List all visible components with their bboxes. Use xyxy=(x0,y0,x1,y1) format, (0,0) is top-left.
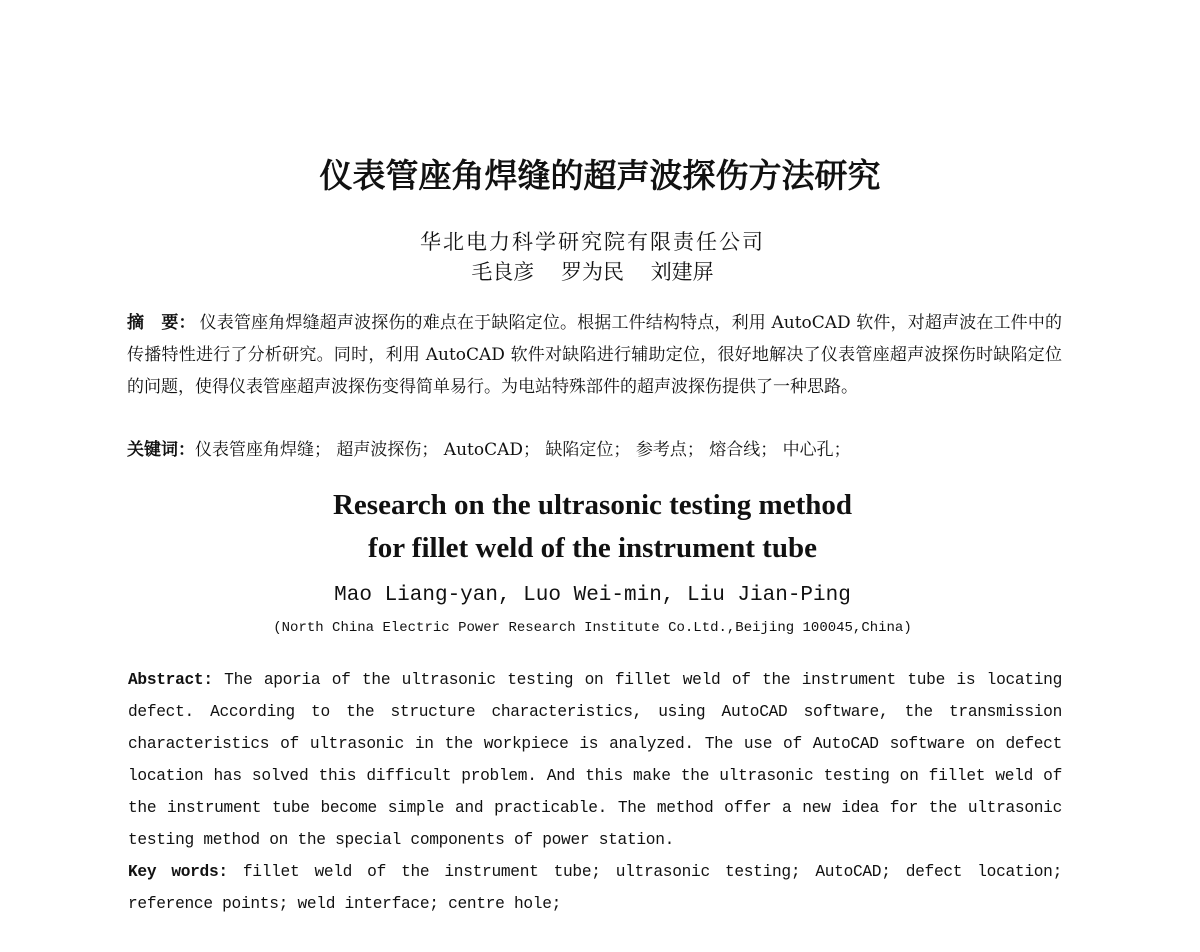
chinese-abstract-text: 仪表管座角焊缝超声波探伤的难点在于缺陷定位。根据工件结构特点，利用 AutoCAD 软件，对超声波在工件中的传播特性进行了分析研究。同时，利用 AutoCAD 软件对缺陷进行辅助定位，很好地解决了仪表管座超声波探伤时缺陷定位的问题，使得仪表管座超声波探伤变得简单易行。为电站特殊部件的超声波探伤提供了一种思路。 xyxy=(127,313,1062,397)
chinese-affiliation: 华北电力科学研究院有限责任公司 xyxy=(420,230,765,254)
chinese-author: 罗为民 xyxy=(561,260,624,284)
chinese-abstract-label: 摘 要： xyxy=(127,313,196,333)
chinese-author: 毛良彦 xyxy=(471,260,535,284)
chinese-authors xyxy=(0,256,1185,286)
english-keywords-text: fillet weld of the instrument tube; ultrasonic testing; AutoCAD; defect location; reference points; weld interface; centre hole; xyxy=(128,863,1062,913)
english-title-line: Research on the ultrasonic testing method xyxy=(332,489,852,521)
english-affiliation: (North China Electric Power Research Institute Co.Ltd.,Beijing 100045,China) xyxy=(273,620,912,636)
chinese-keywords-text: 仪表管座角焊缝； 超声波探伤； AutoCAD； 缺陷定位； 参考点； 熔合线； 中心孔； xyxy=(195,440,851,460)
english-title-line: for fillet weld of the instrument tube xyxy=(368,532,817,564)
english-abstract-text: The aporia of the ultrasonic testing on fillet weld of the instrument tube is locating defect. According to the structure characteristics, using AutoCAD software, the transmission characteristics of ultrasonic in the workpiece is analyzed. The use of AutoCAD software on defect location has solved this difficult problem. And this make the ultrasonic testing on fillet weld of the instrument tube become simple and practicable. The method offer a new idea for the ultrasonic testing method on the special components of power station. xyxy=(128,671,1062,849)
english-authors: Mao Liang-yan, Luo Wei-min, Liu Jian-Ping xyxy=(334,584,851,607)
chinese-author: 刘建屏 xyxy=(650,260,714,284)
english-abstract xyxy=(128,664,1062,920)
english-abstract-label: Abstract: xyxy=(128,671,213,689)
chinese-abstract xyxy=(127,307,1062,403)
chinese-keywords xyxy=(127,435,1062,465)
chinese-title: 仪表管座角焊缝的超声波探伤方法研究 xyxy=(319,156,881,195)
chinese-keywords-label: 关键词： xyxy=(127,440,195,460)
english-title xyxy=(0,484,1185,570)
english-keywords-label: Key words: xyxy=(128,863,228,881)
